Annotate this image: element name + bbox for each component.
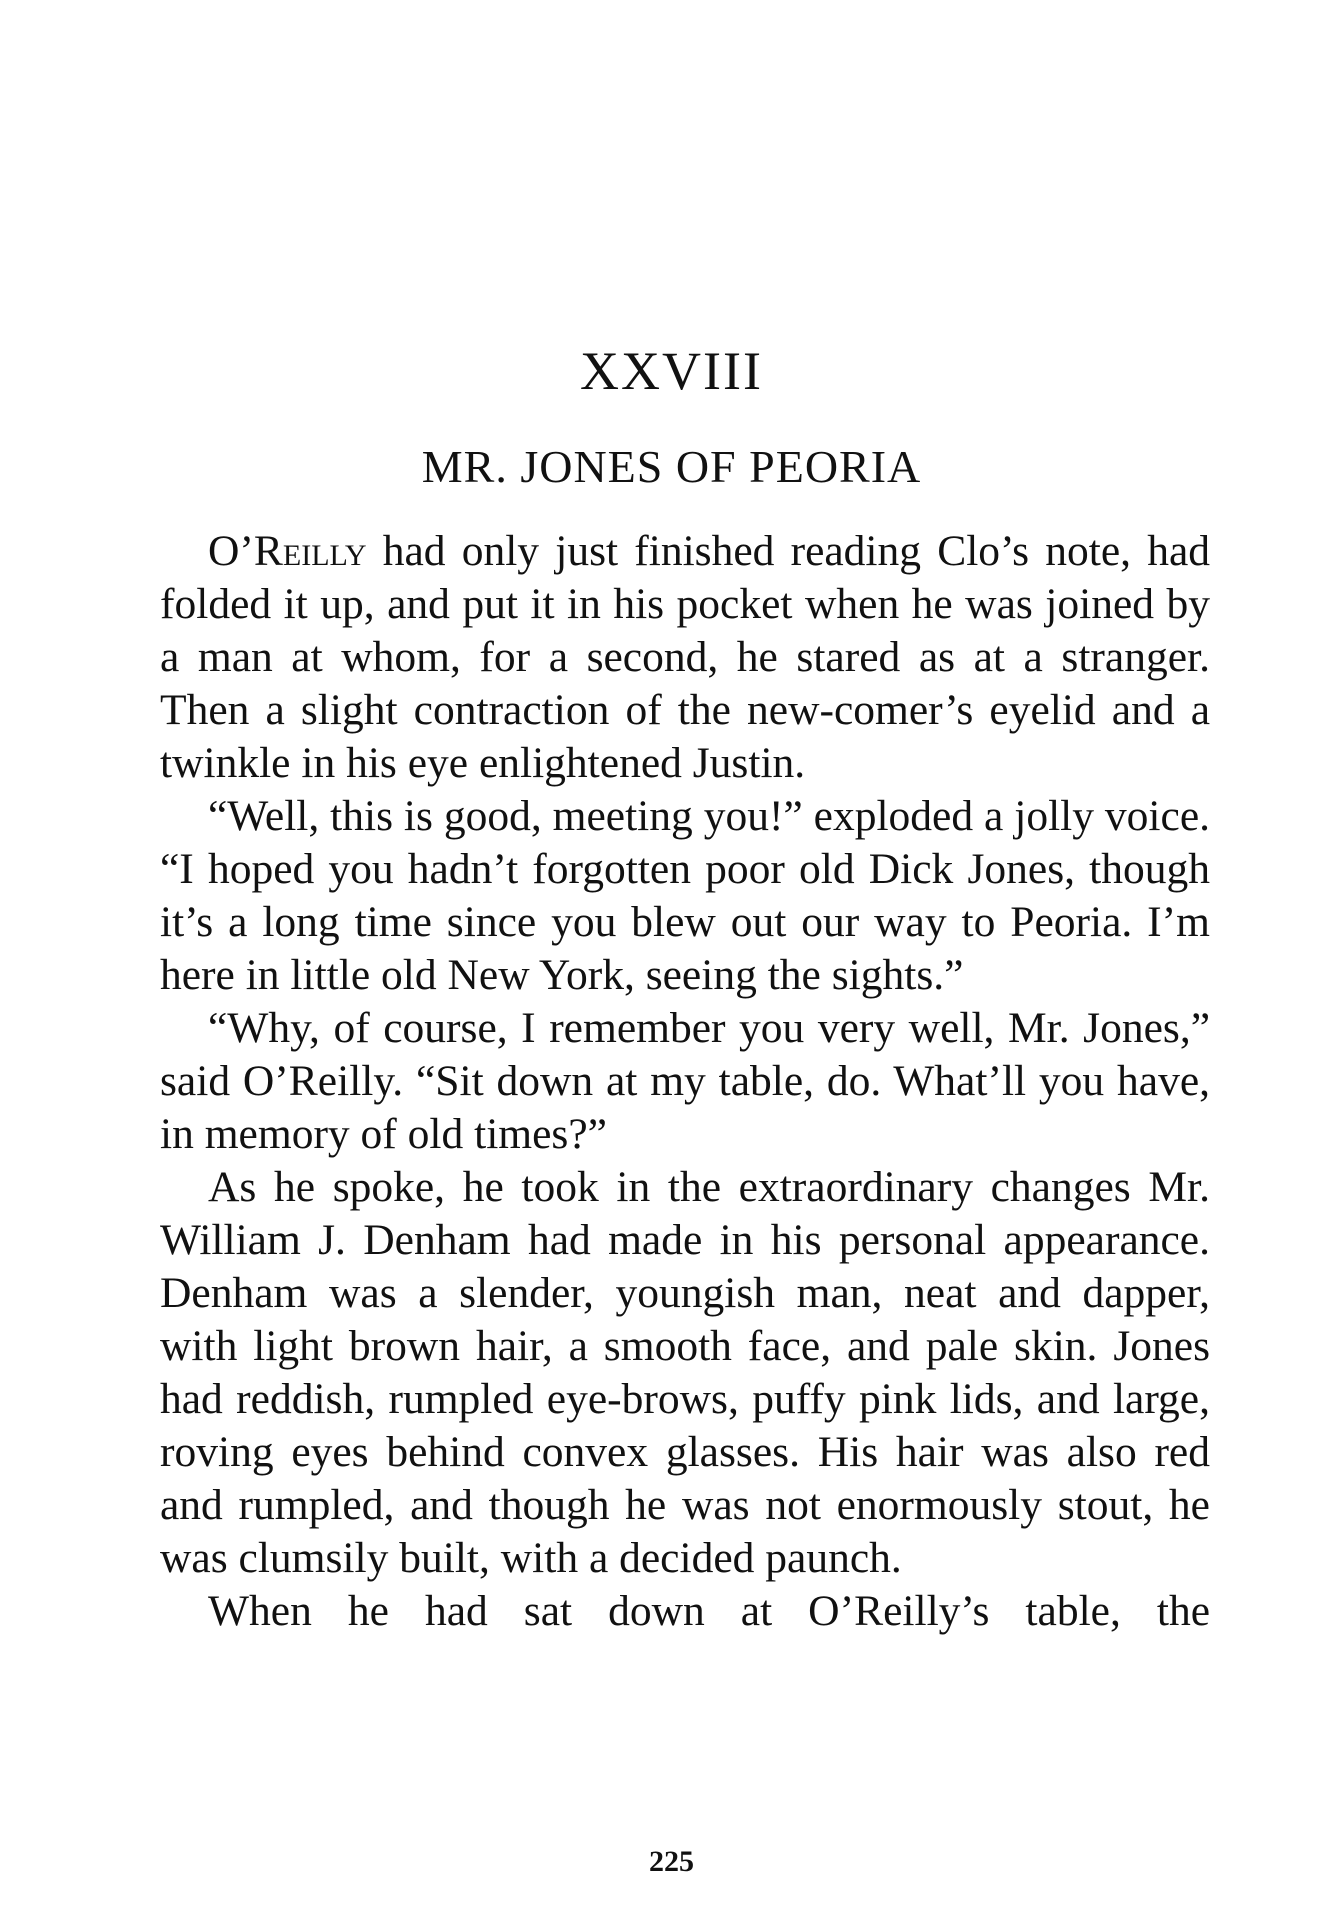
paragraph-lead-word: O’Reilly <box>208 527 367 575</box>
page-number: 225 <box>649 1845 694 1878</box>
paragraph-1 <box>160 525 1210 790</box>
paragraph-3: “Why, of course, I remember you very well, Mr. Jones,” said O’Reilly. “Sit down at my table, do. What’ll you have, in memory of old times?” <box>160 1004 1210 1158</box>
chapter-body <box>160 525 1210 1638</box>
chapter-number: XXVIII <box>580 341 763 401</box>
paragraph-4: As he spoke, he took in the extraordinary changes Mr. William J. Denham had made in his personal appearance. Denham was a slender, youngish man, neat and dapper, with light brown hair, a smooth face, and pale skin. Jones had reddish, rumpled eye-brows, puffy pink lids, and large, roving eyes behind convex glasses. His hair was also red and rumpled, and though he was not enormously stout, he was clumsily built, with a decided paunch. <box>160 1163 1210 1582</box>
paragraph-5: When he had sat down at O’Reilly’s table, the <box>208 1587 1210 1635</box>
paragraph-2: “Well, this is good, meeting you!” exploded a jolly voice. “I hoped you hadn’t forgotten poor old Dick Jones, though it’s a long time since you blew out our way to Peoria. I’m here in little old New York, seeing the sights.” <box>160 792 1210 999</box>
paragraph-text: had only just finished reading Clo’s note, had folded it up, and put it in his pocket when he was joined by a man at whom, for a second, he stared as at a stranger. Then a slight contraction of the new-comer’s eyelid and a twinkle in his eye enlightened Justin. <box>160 527 1210 787</box>
chapter-title: MR. JONES OF PEORIA <box>421 441 922 492</box>
